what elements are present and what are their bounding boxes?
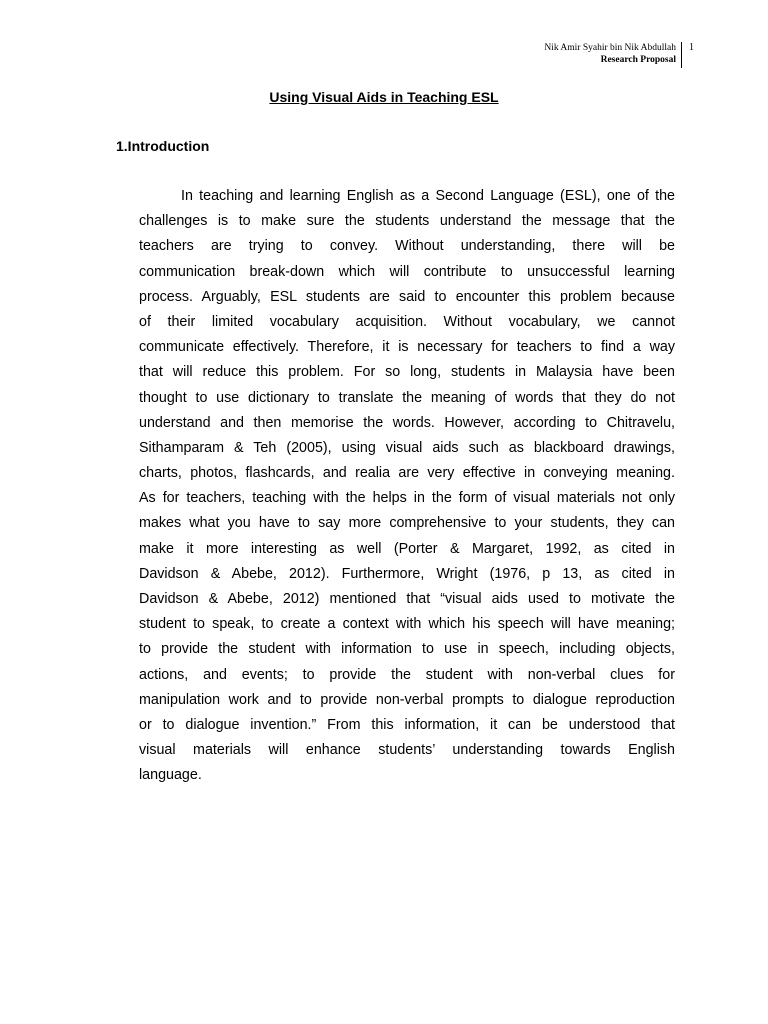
section-heading: 1.Introduction (116, 138, 210, 154)
page-number: 1 (689, 42, 694, 53)
introduction-paragraph (139, 184, 675, 789)
paragraph-line: In teaching and learning English as a Second Language (ESL), one of the (181, 188, 675, 204)
paragraph-line: language. (139, 767, 202, 784)
header-divider (681, 42, 682, 68)
header-author: Nik Amir Syahir bin Nik Abdullah (544, 43, 676, 53)
paragraph-line: manipulation work and to provide non-verbal prompts to dialogue reproduction (139, 691, 675, 708)
paragraph-line: that will reduce this problem. For so long, students in Malaysia have been (139, 364, 675, 381)
paragraph-line: Davidson & Abebe, 2012). Furthermore, Wright (1976, p 13, as cited in (139, 565, 675, 582)
paragraph-line: process. Arguably, ESL students are said to encounter this problem because (139, 288, 675, 305)
paragraph-line: charts, photos, flashcards, and realia are very effective in conveying meaning. (139, 465, 675, 482)
paragraph-line: makes what you have to say more comprehensive to your students, they can (139, 515, 675, 532)
paragraph-line: communicate effectively. Therefore, it is necessary for teachers to find a way (139, 339, 675, 356)
paragraph-line: As for teachers, teaching with the helps in the form of visual materials not only (139, 490, 675, 507)
document-title: Using Visual Aids in Teaching ESL (269, 89, 499, 105)
paragraph-line: or to dialogue invention.” From this information, it can be understood that (139, 716, 675, 733)
paragraph-line: actions, and events; to provide the student with non-verbal clues for (139, 666, 675, 683)
header-text-block (544, 42, 676, 66)
paragraph-line: understand and then memorise the words. However, according to Chitravelu, (139, 414, 675, 431)
paragraph-line: challenges is to make sure the students understand the message that the (139, 213, 675, 230)
paragraph-line: make it more interesting as well (Porter & Margaret, 1992, as cited in (139, 540, 675, 557)
paragraph-line: Sithamparam & Teh (2005), using visual aids such as blackboard drawings, (139, 439, 675, 456)
page-header (0, 42, 768, 82)
paragraph-line: communication break-down which will contribute to unsuccessful learning (139, 263, 675, 280)
paragraph-line: of their limited vocabulary acquisition. Without vocabulary, we cannot (139, 313, 675, 330)
paragraph-line: student to speak, to create a context with which his speech will have meaning; (139, 616, 675, 633)
paragraph-line: visual materials will enhance students’ understanding towards English (139, 742, 675, 759)
paragraph-line: teachers are trying to convey. Without understanding, there will be (139, 238, 675, 255)
paragraph-line: to provide the student with information to use in speech, including objects, (139, 641, 675, 658)
paragraph-line: Davidson & Abebe, 2012) mentioned that “visual aids used to motivate the (139, 591, 675, 607)
paragraph-line: thought to use dictionary to translate the meaning of words that they do not (139, 389, 675, 406)
header-subtitle: Research Proposal (600, 55, 676, 65)
